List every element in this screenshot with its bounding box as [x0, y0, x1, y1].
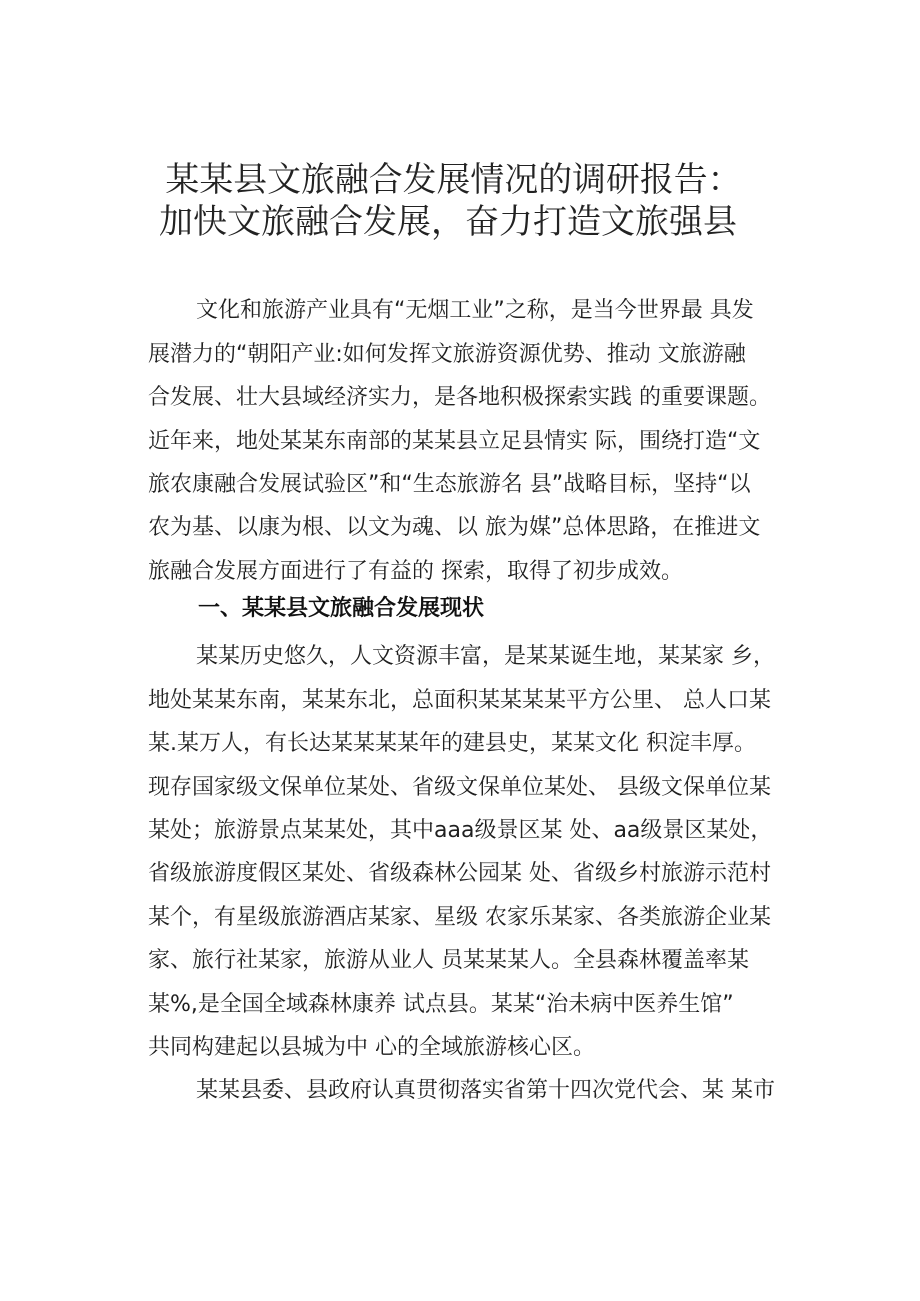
body-line: 现存国家级文保单位某处、省级文保单位某处、 县级文保单位某 — [148, 775, 771, 800]
intro-line: 近年来，地处某某东南部的某某县立足县情实 际，围绕打造“文 — [148, 429, 761, 454]
section-heading: 一、某某县文旅融合发展现状 — [198, 596, 485, 621]
intro-line: 旅农康融合发展试验区”和“生态旅游名 县”战略目标，坚持“以 — [148, 472, 751, 497]
body-line: 地处某某东南，某某东北，总面积某某某某平方公里、 总人口某 — [148, 688, 771, 713]
body-line: 某处；旅游景点某某处，其中aaa级景区某 处、aa级景区某处， — [148, 818, 773, 843]
body-line: 某某历史悠久，人文资源丰富，是某某诞生地，某某家 乡， — [196, 644, 775, 669]
intro-line: 合发展、壮大县域经济实力，是各地积极探索实践 的重要课题。 — [148, 385, 771, 410]
body-line: 某.某万人，有长达某某某某年的建县史，某某文化 积淀丰厚。 — [148, 731, 756, 756]
intro-line: 文化和旅游产业具有“无烟工业”之称，是当今世界最 具发 — [196, 298, 754, 323]
body-line: 某某县委、县政府认真贯彻落实省第十四次党代会、某 某市 — [196, 1078, 775, 1103]
document-title-line-2: 加快文旅融合发展，奋力打造文旅强县 — [159, 202, 737, 242]
intro-line: 农为基、以康为根、以文为魂、以 旅为媒”总体思路，在推进文 — [148, 515, 761, 540]
body-line: 某%,是全国全域森林康养 试点县。某某“治未病中医养生馆” — [148, 992, 734, 1017]
body-line: 共同构建起以县城为中 心的全域旅游核心区。 — [148, 1035, 595, 1060]
body-line: 家、旅行社某家，旅游从业人 员某某某人。全县森林覆盖率某 — [148, 948, 749, 973]
body-line: 某个，有星级旅游酒店某家、星级 农家乐某家、各类旅游企业某 — [148, 905, 771, 930]
document-title-line-1: 某某县文旅融合发展情况的调研报告： — [165, 160, 742, 200]
intro-line: 旅融合发展方面进行了有益的 探索，取得了初步成效。 — [148, 559, 683, 584]
intro-line: 展潜力的“朝阳产业:如何发挥文旅游资源优势、推动 文旅游融 — [148, 342, 746, 367]
body-line: 省级旅游度假区某处、省级森林公园某 处、省级乡村旅游示范村 — [148, 861, 771, 886]
